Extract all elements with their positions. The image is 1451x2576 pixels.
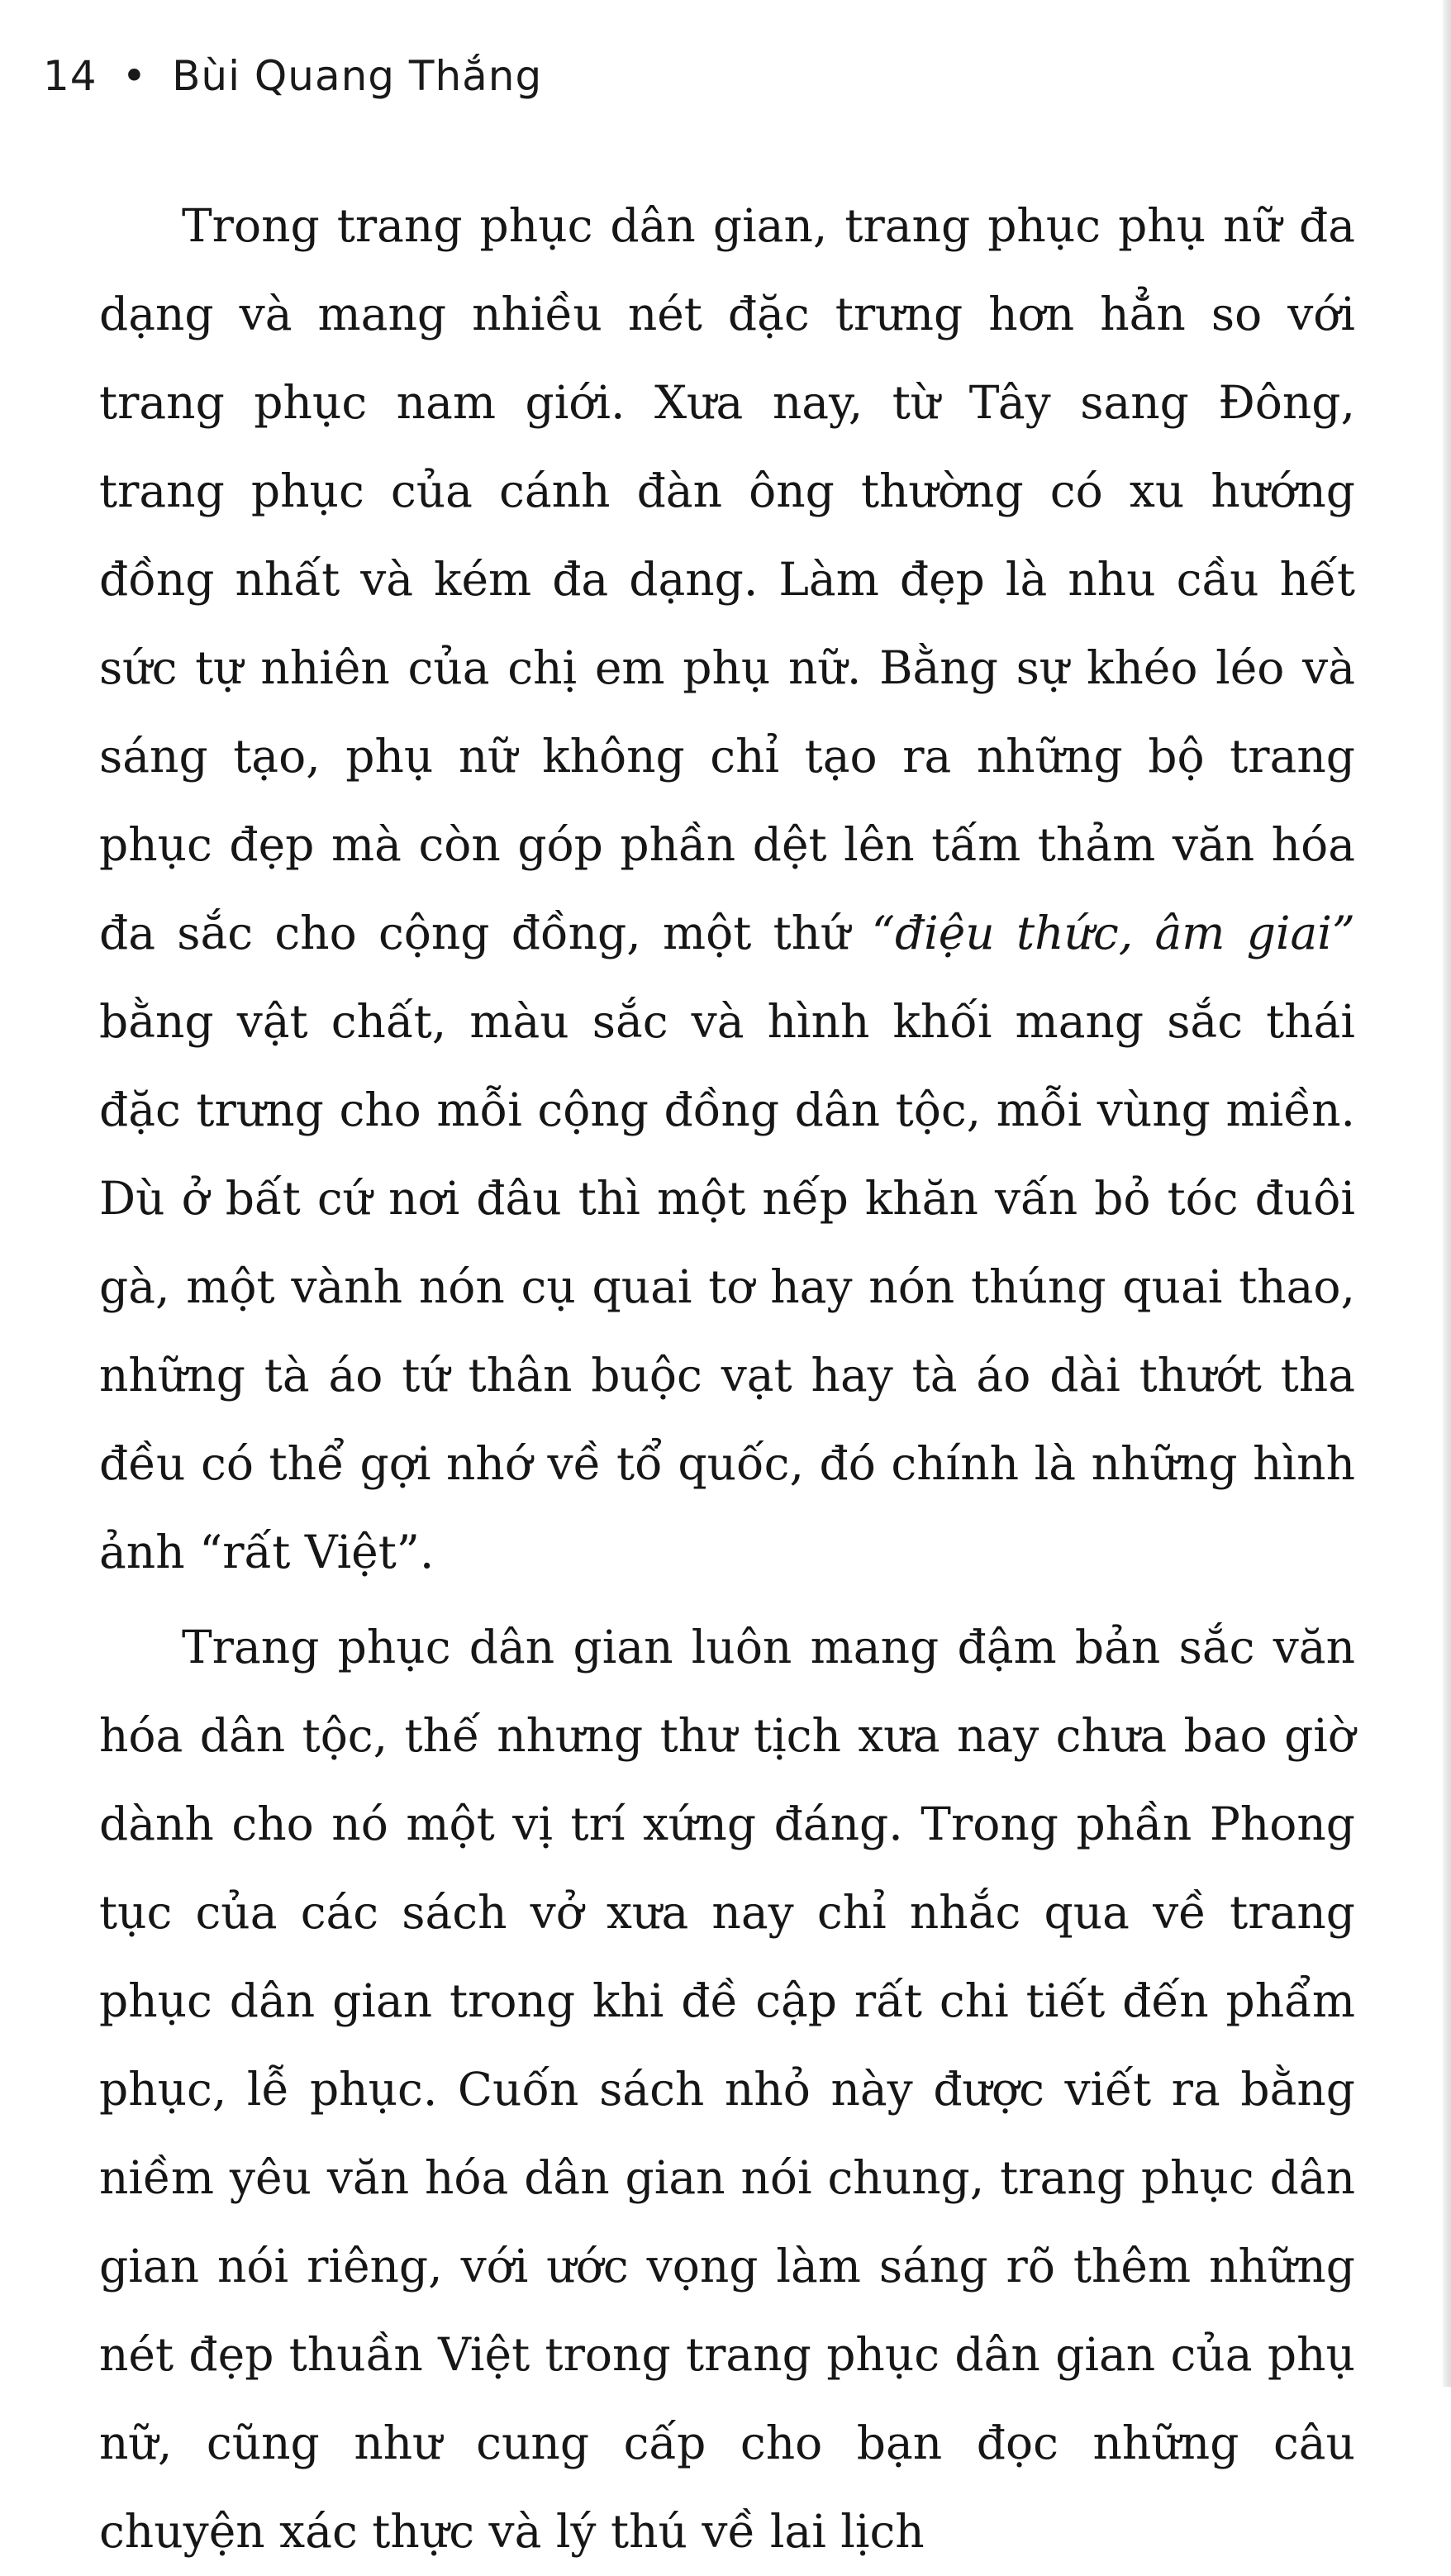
header-separator: • [121,52,148,100]
page-number: 14 [43,52,98,100]
running-header [43,43,542,109]
paragraph-1 [99,182,1355,1597]
body-text [99,182,1355,2576]
paragraph-1-emphasis: “điệu thức, âm giai” [871,907,1355,959]
page-edge-shadow [1443,0,1451,2387]
paragraph-1-text-b: bằng vật chất, màu sắc và hình khối mang sắc thái đặc trưng cho mỗi cộng đồng dân tộc, mỗi vùng miền. Dù ở bất cứ nơi đâu thì một nếp khăn vấn bỏ tóc đuôi gà, một vành nón cụ quai tơ hay nón thúng quai thao, những tà áo tứ thân buộc vạt hay tà áo dài thướt tha đều có thể gợi nhớ về tổ quốc, đó chính là những hình ảnh “rất Việt”. [99,995,1355,1578]
author-name: Bùi Quang Thắng [172,52,543,100]
paragraph-2: Trang phục dân gian luôn mang đậm bản sắc văn hóa dân tộc, thế nhưng thư tịch xưa nay chưa bao giờ dành cho nó một vị trí xứng đáng. Trong phần Phong tục của các sách vở xưa nay chỉ nhắc qua về trang phục dân gian trong khi đề cập rất chi tiết đến phẩm phục, lễ phục. Cuốn sách nhỏ này được viết ra bằng niềm yêu văn hóa dân gian nói chung, trang phục dân gian nói riêng, với ước vọng làm sáng rõ thêm những nét đẹp thuần Việt trong trang phục dân gian của phụ nữ, cũng như cung cấp cho bạn đọc những câu chuyện xác thực và lý thú về lai lịch [99,1621,1355,2558]
paragraph-1-text-a: Trong trang phục dân gian, trang phục phụ nữ đa dạng và mang nhiều nét đặc trưng hơn hẳn so với trang phục nam giới. Xưa nay, từ Tây sang Đông, trang phục của cánh đàn ông thường có xu hướng đồng nhất và kém đa dạng. Làm đẹp là nhu cầu hết sức tự nhiên của chị em phụ nữ. Bằng sự khéo léo và sáng tạo, phụ nữ không chỉ tạo ra những bộ trang phục đẹp mà còn góp phần dệt lên tấm thảm văn hóa đa sắc cho cộng đồng, một thứ [99,199,1355,959]
